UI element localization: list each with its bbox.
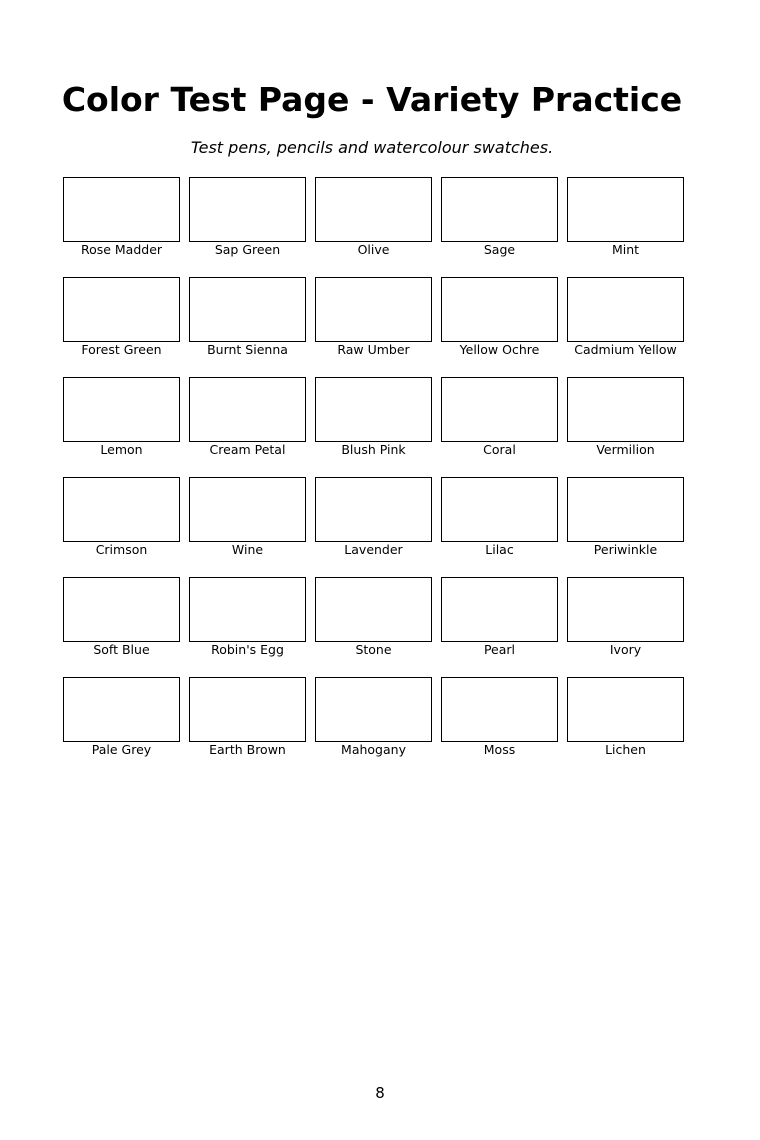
swatch-label: Blush Pink [341, 442, 406, 457]
swatch-box [567, 277, 684, 342]
swatch-cell [567, 677, 684, 777]
swatch-box [189, 677, 306, 742]
swatch-cell [441, 277, 558, 377]
swatch-box [189, 477, 306, 542]
swatch-label: Cadmium Yellow [574, 342, 677, 357]
swatch-label: Raw Umber [337, 342, 410, 357]
swatch-box [63, 477, 180, 542]
page-subtitle: Test pens, pencils and watercolour swatches. [190, 138, 554, 157]
swatch-label: Crimson [95, 542, 148, 557]
swatch-box [567, 677, 684, 742]
swatch-cell [567, 177, 684, 277]
swatch-cell [63, 577, 180, 677]
swatch-box [315, 477, 432, 542]
swatch-label: Vermilion [596, 442, 655, 457]
swatch-cell [441, 677, 558, 777]
swatch-grid [63, 177, 684, 777]
swatch-cell [189, 377, 306, 477]
swatch-label: Periwinkle [593, 542, 658, 557]
swatch-label: Robin's Egg [211, 642, 284, 657]
swatch-box [441, 277, 558, 342]
swatch-label: Wine [231, 542, 264, 557]
swatch-box [315, 177, 432, 242]
swatch-label: Mint [611, 242, 640, 257]
swatch-box [189, 377, 306, 442]
swatch-cell [189, 477, 306, 577]
swatch-box [189, 177, 306, 242]
swatch-cell [567, 377, 684, 477]
swatch-box [567, 177, 684, 242]
swatch-label: Sage [483, 242, 516, 257]
swatch-cell [315, 277, 432, 377]
swatch-cell [63, 377, 180, 477]
swatch-label: Sap Green [214, 242, 281, 257]
swatch-cell [441, 577, 558, 677]
swatch-box [315, 277, 432, 342]
swatch-label: Forest Green [81, 342, 162, 357]
swatch-cell [63, 677, 180, 777]
swatch-cell [441, 177, 558, 277]
swatch-box [63, 377, 180, 442]
swatch-label: Yellow Ochre [459, 342, 540, 357]
swatch-box [441, 477, 558, 542]
swatch-box [63, 177, 180, 242]
swatch-label: Soft Blue [93, 642, 150, 657]
swatch-cell [189, 177, 306, 277]
swatch-label: Stone [355, 642, 392, 657]
swatch-label: Earth Brown [209, 742, 286, 757]
swatch-label: Lichen [605, 742, 646, 757]
swatch-box [315, 677, 432, 742]
swatch-box [567, 377, 684, 442]
swatch-box [63, 577, 180, 642]
swatch-box [441, 377, 558, 442]
swatch-cell [63, 477, 180, 577]
swatch-label: Olive [357, 242, 390, 257]
swatch-box [441, 677, 558, 742]
swatch-box [441, 577, 558, 642]
swatch-cell [189, 277, 306, 377]
swatch-cell [189, 677, 306, 777]
swatch-cell [315, 377, 432, 477]
swatch-label: Cream Petal [209, 442, 286, 457]
swatch-label: Ivory [609, 642, 642, 657]
swatch-cell [567, 577, 684, 677]
swatch-label: Mahogany [341, 742, 406, 757]
swatch-label: Rose Madder [80, 242, 163, 257]
swatch-box [315, 577, 432, 642]
swatch-cell [567, 277, 684, 377]
swatch-cell [315, 177, 432, 277]
swatch-label: Moss [483, 742, 516, 757]
swatch-cell [63, 177, 180, 277]
swatch-box [189, 577, 306, 642]
swatch-cell [315, 677, 432, 777]
swatch-cell [63, 277, 180, 377]
swatch-cell [441, 377, 558, 477]
swatch-cell [315, 577, 432, 677]
swatch-label: Lavender [344, 542, 403, 557]
swatch-cell [315, 477, 432, 577]
page-title: Color Test Page - Variety Practice [61, 80, 683, 119]
swatch-cell [189, 577, 306, 677]
swatch-cell [441, 477, 558, 577]
swatch-label: Pale Grey [91, 742, 152, 757]
swatch-box [189, 277, 306, 342]
swatch-box [315, 377, 432, 442]
swatch-label: Lilac [485, 542, 514, 557]
swatch-box [441, 177, 558, 242]
swatch-cell [567, 477, 684, 577]
swatch-box [567, 477, 684, 542]
swatch-label: Pearl [483, 642, 516, 657]
swatch-box [63, 277, 180, 342]
swatch-box [567, 577, 684, 642]
page-number: 8 [375, 1084, 385, 1102]
swatch-label: Coral [483, 442, 516, 457]
swatch-box [63, 677, 180, 742]
swatch-label: Burnt Sienna [207, 342, 288, 357]
swatch-label: Lemon [100, 442, 143, 457]
